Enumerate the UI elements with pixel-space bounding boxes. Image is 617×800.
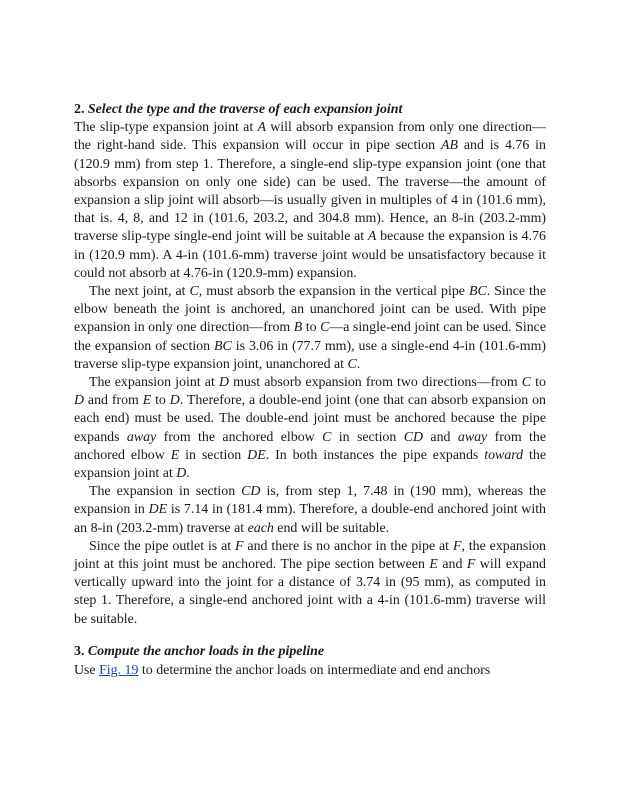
document-page (74, 101, 546, 680)
paragraph-2-1: The slip-type expansion joint at A will absorb expansion from only one direction—the right-hand side. This expansion will occur in pipe section AB and is 4.76 in (120.9 mm) from step 1. Therefore, a single-end slip-type expansion joint (one that absorbs expansion on only one side) can be used. The traverse—the amount of expansion a slip joint will absorb—is usually given in multiples of 4 in (101.6 mm), that is. 4, 8, and 12 in (101.6, 203.2, and 304.8 mm). Hence, an 8-in (203.2-mm) traverse slip-type single-end joint will be suitable at A because the expansion is 4.76 in (120.9 mm). A 4-in (101.6-mm) traverse joint would be unsatisfactory because it could not absorb at 4.76-in (120.9-mm) expansion. (74, 120, 546, 281)
section-gap (74, 629, 546, 644)
section-3-number: 3. (74, 644, 85, 660)
section-3-heading (74, 643, 546, 661)
paragraph-3-1: Use Fig. 19 to determine the anchor loads on intermediate and end anchors (74, 662, 491, 678)
section-2-title: Select the type and the traverse of each expansion joint (87, 102, 403, 117)
paragraph-2-2: The next joint, at C, must absorb the expansion in the vertical pipe BC. Since the elbow beneath the joint is anchored, an unanchored joint can be used. With pipe expansion in only one direction—from B to C—a single-end joint can be used. Since the expansion of section BC is 3.06 in (77.7 mm), use a single-end 4-in (101.6-mm) traverse slip-type expansion joint, unanchored at C. (74, 284, 547, 372)
section-2-number: 2. (74, 102, 85, 117)
paragraph-2-5: Since the pipe outlet is at F and there is no anchor in the pipe at F, the expansion joint at this joint must be anchored. The pipe section between E and F will expand vertically upward into the joint for a distance of 3.74 in (95 mm), as computed in step 1. Therefore, a single-end anchored joint with a 4-in (101.6-mm) traverse will be suitable. (74, 538, 546, 627)
section-3-title: Compute the anchor loads in the pipeline (87, 644, 325, 660)
section-2-heading (74, 101, 546, 119)
figure-19-link[interactable]: Fig. 19 (99, 662, 139, 678)
paragraph-2-3: The expansion joint at D must absorb expansion from two directions—from C to D and from E to D. Therefore, a double-end joint (one that can absorb expansion on each end) must be used. The double-end joint must be anchored because the pipe expands away from the anchored elbow C in section CD and away from the anchored elbow E in section DE. In both instances the pipe expands toward the expansion joint at D. (74, 375, 547, 482)
paragraph-2-4: The expansion in section CD is, from step 1, 7.48 in (190 mm), whereas the expansion in DE is 7.14 in (181.4 mm). Therefore, a double-end anchored joint with an 8-in (203.2-mm) traverse at each end will be suitable. (74, 484, 546, 536)
